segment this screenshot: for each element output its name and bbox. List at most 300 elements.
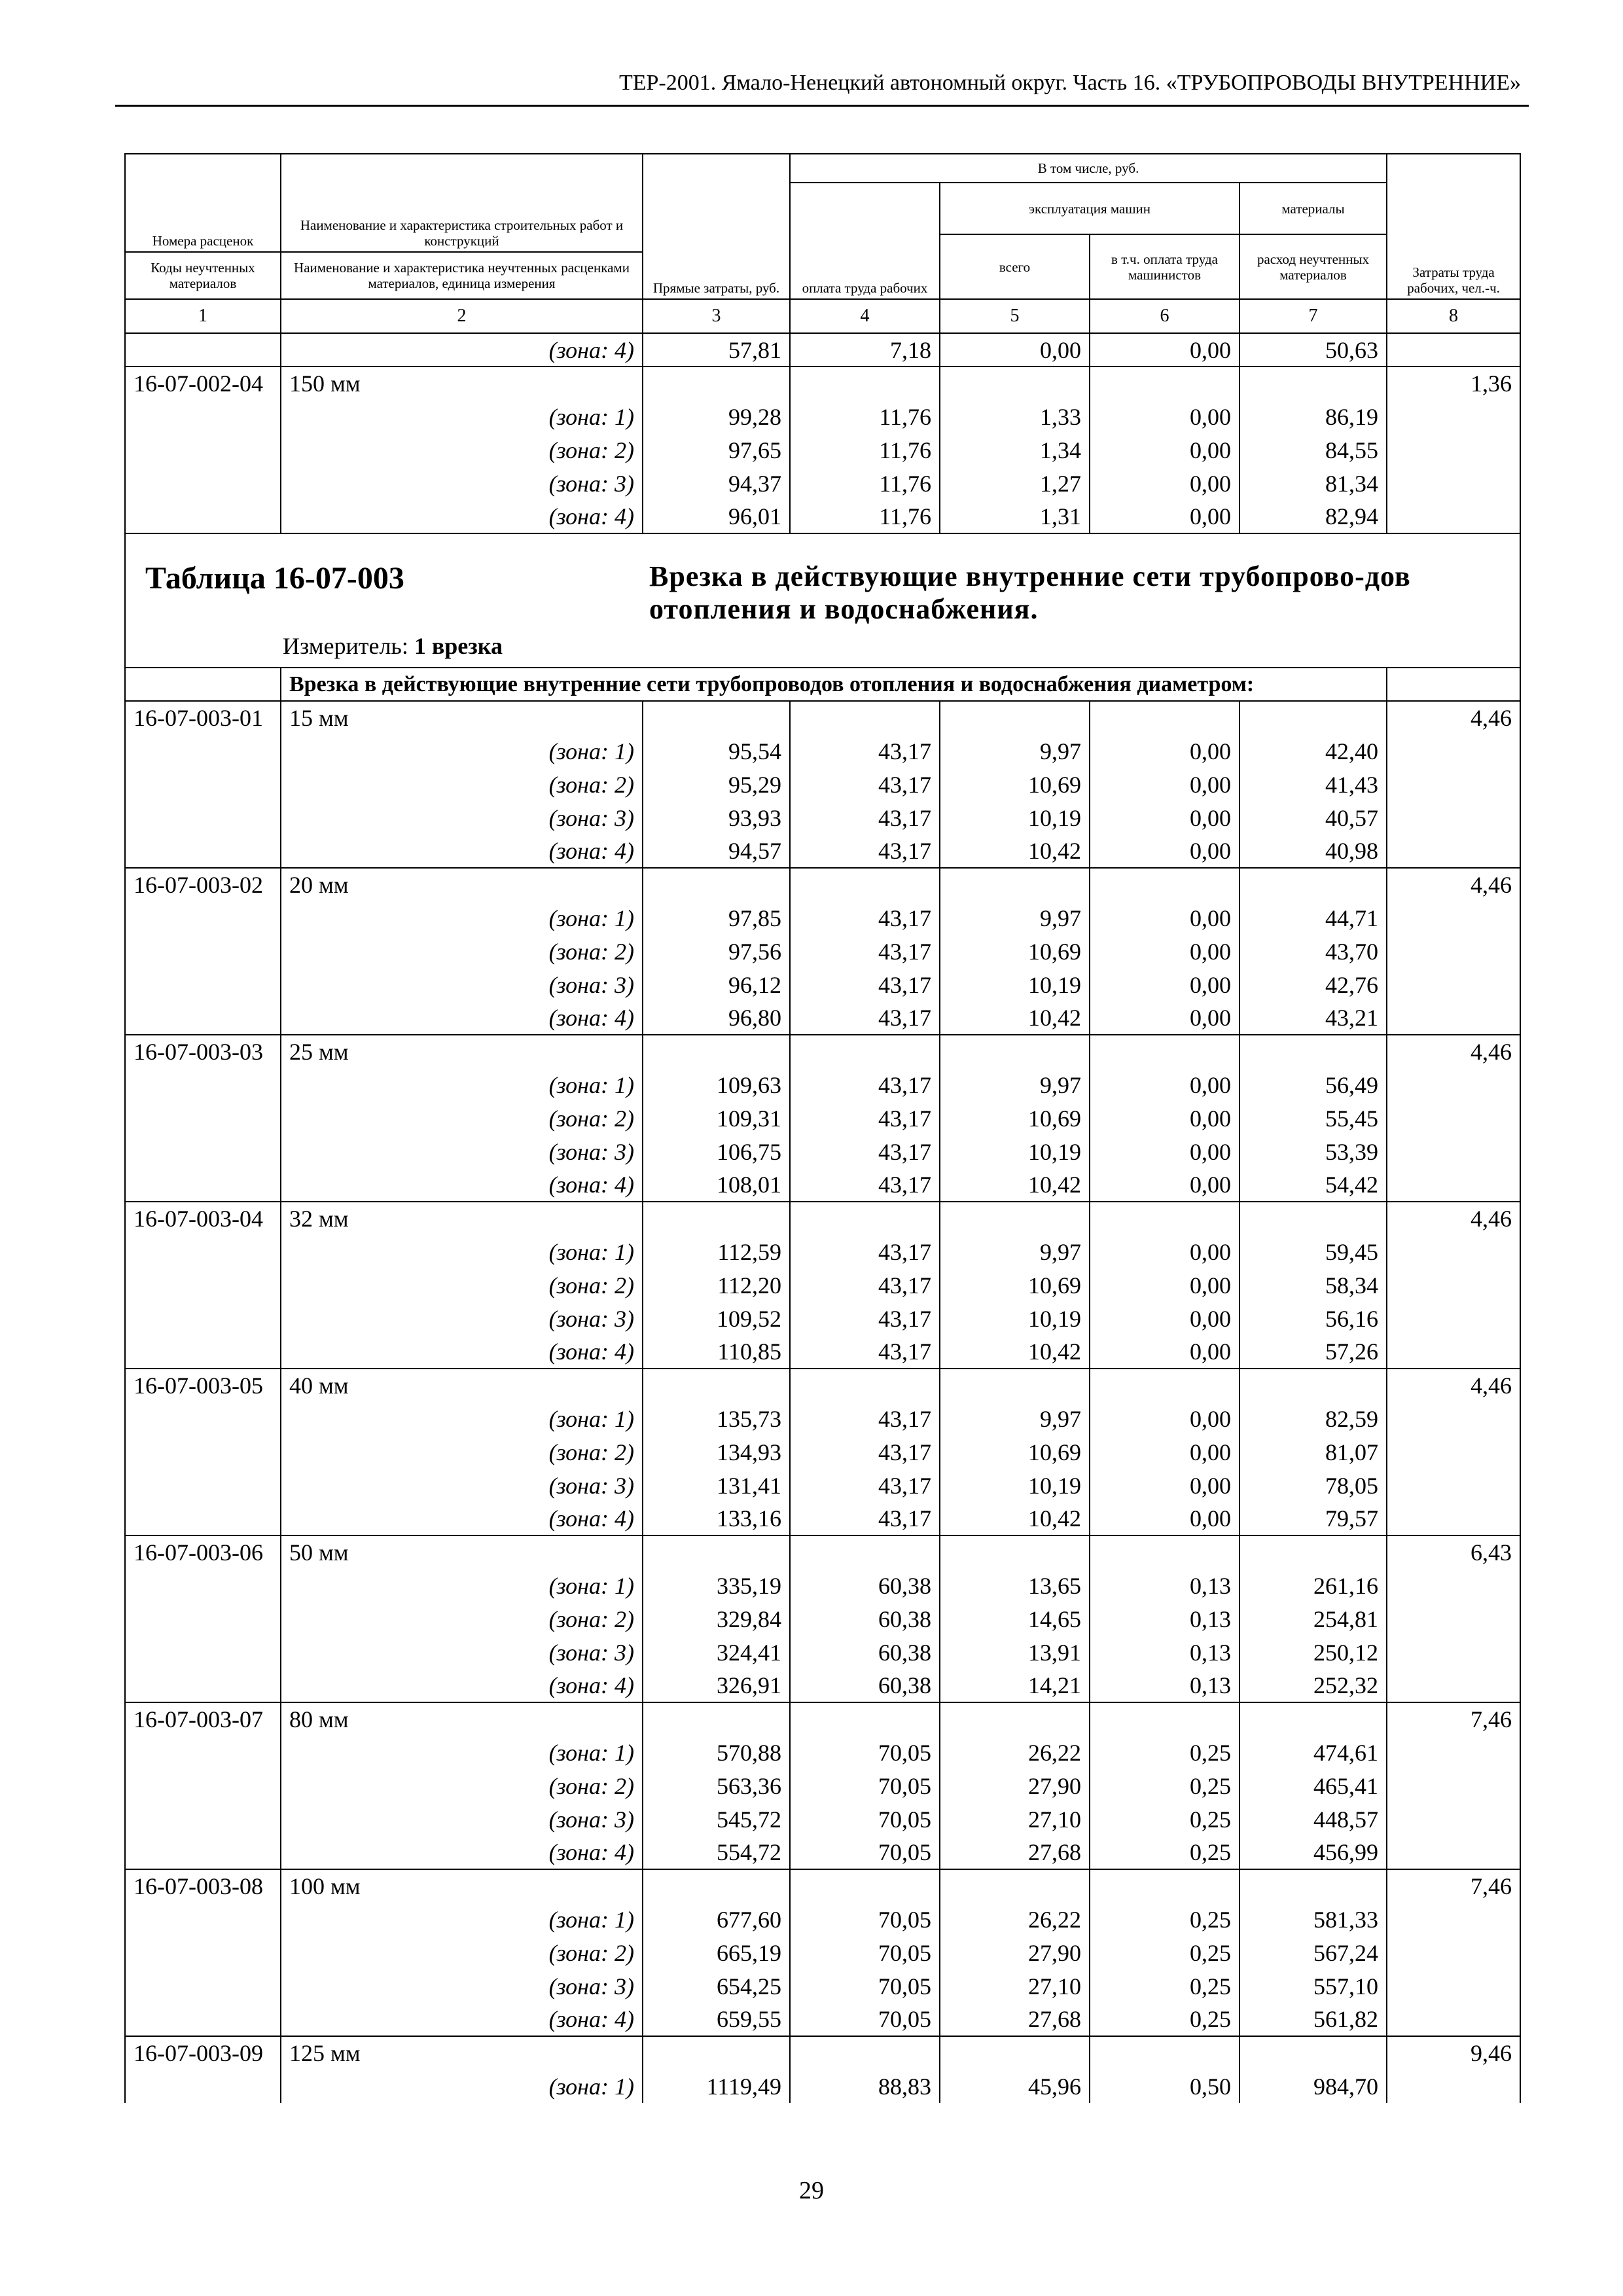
wages-cell: 70,05	[790, 1803, 940, 1836]
section-row	[125, 668, 1520, 701]
machines-cell: 1,27	[940, 467, 1090, 500]
code-cell	[125, 1903, 281, 1936]
zone-row	[125, 400, 1520, 433]
materials-cell: 81,34	[1240, 467, 1387, 500]
wages-cell: 70,05	[790, 1736, 940, 1769]
table-title: Врезка в действующие внутренние сети трубопрово-дов отопления и водоснабжения.	[649, 560, 1411, 625]
wages-cell: 60,38	[790, 1636, 940, 1669]
direct-cost-cell: 134,93	[643, 1435, 790, 1469]
zone-row	[125, 1302, 1520, 1335]
item-row	[125, 1702, 1520, 1736]
materials-cell: 56,49	[1240, 1068, 1387, 1102]
direct-cost-cell: 96,01	[643, 500, 790, 533]
machines-cell: 10,69	[940, 768, 1090, 801]
empty-cell	[940, 2036, 1090, 2070]
labor-cell	[1387, 1736, 1520, 1769]
header-row-1	[125, 154, 1520, 183]
zone-label: (зона: 2)	[281, 1769, 643, 1803]
col-header-group: В том числе, руб.	[790, 154, 1387, 183]
machinists-cell: 0,25	[1090, 1969, 1240, 2003]
labor-cell	[1387, 433, 1520, 467]
wages-cell: 70,05	[790, 1769, 940, 1803]
direct-cost-cell: 326,91	[643, 1669, 790, 1702]
zone-row	[125, 1669, 1520, 1702]
machinists-cell: 0,00	[1090, 1402, 1240, 1435]
direct-cost-cell: 563,36	[643, 1769, 790, 1803]
zone-row	[125, 1268, 1520, 1302]
labor-cell: 1,36	[1387, 367, 1520, 400]
machinists-cell: 0,25	[1090, 1836, 1240, 1869]
machines-cell: 9,97	[940, 1402, 1090, 1435]
zone-row	[125, 433, 1520, 467]
empty-cell	[790, 1869, 940, 1903]
materials-cell: 254,81	[1240, 1602, 1387, 1636]
empty-cell	[1240, 367, 1387, 400]
code-cell	[125, 801, 281, 834]
labor-cell	[1387, 935, 1520, 968]
zone-row	[125, 1769, 1520, 1803]
zone-label: (зона: 4)	[281, 834, 643, 868]
machinists-cell: 0,00	[1090, 1001, 1240, 1035]
machines-cell: 14,65	[940, 1602, 1090, 1636]
empty-cell	[643, 1535, 790, 1569]
materials-cell: 57,26	[1240, 1335, 1387, 1369]
direct-cost-cell: 133,16	[643, 1502, 790, 1535]
code-cell	[125, 333, 281, 367]
zone-label: (зона: 4)	[281, 1335, 643, 1369]
labor-cell	[1387, 834, 1520, 868]
labor-cell	[1387, 1302, 1520, 1335]
materials-cell: 567,24	[1240, 1936, 1387, 1969]
zone-row	[125, 1068, 1520, 1102]
zone-row	[125, 1636, 1520, 1669]
zone-label: (зона: 3)	[281, 1469, 643, 1502]
labor-cell: 9,46	[1387, 2036, 1520, 2070]
wages-cell: 88,83	[790, 2070, 940, 2103]
empty-cell	[1090, 1202, 1240, 1235]
empty-cell	[643, 1202, 790, 1235]
machines-cell: 10,19	[940, 801, 1090, 834]
code-cell	[125, 467, 281, 500]
code-cell: 16-07-003-03	[125, 1035, 281, 1068]
labor-cell	[1387, 2003, 1520, 2036]
machinists-cell: 0,13	[1090, 1636, 1240, 1669]
labor-cell	[1387, 1502, 1520, 1535]
machinists-cell: 0,25	[1090, 1769, 1240, 1803]
direct-cost-cell: 108,01	[643, 1168, 790, 1202]
item-row	[125, 1369, 1520, 1402]
code-cell	[125, 968, 281, 1001]
name-cell: 15 мм	[281, 701, 643, 734]
machinists-cell: 0,00	[1090, 768, 1240, 801]
column-numbers-row	[125, 299, 1520, 333]
machinists-cell: 0,00	[1090, 433, 1240, 467]
machines-cell: 10,42	[940, 1335, 1090, 1369]
direct-cost-cell: 554,72	[643, 1836, 790, 1869]
labor-cell	[1387, 1435, 1520, 1469]
materials-cell: 86,19	[1240, 400, 1387, 433]
item-row	[125, 1869, 1520, 1903]
empty-cell	[1240, 701, 1387, 734]
direct-cost-cell: 131,41	[643, 1469, 790, 1502]
empty-cell	[1090, 1035, 1240, 1068]
col-header-name-bottom: Наименование и характеристика неучтенных расценками материалов, единица измерения	[281, 252, 643, 299]
zone-label: (зона: 3)	[281, 968, 643, 1001]
machinists-cell: 0,13	[1090, 1602, 1240, 1636]
wages-cell: 43,17	[790, 834, 940, 868]
item-row	[125, 1535, 1520, 1569]
machinists-cell: 0,00	[1090, 1335, 1240, 1369]
direct-cost-cell: 677,60	[643, 1903, 790, 1936]
empty-cell	[790, 2036, 940, 2070]
wages-cell: 43,17	[790, 801, 940, 834]
code-cell	[125, 1102, 281, 1135]
zone-label: (зона: 3)	[281, 1969, 643, 2003]
wages-cell: 43,17	[790, 734, 940, 768]
materials-cell: 50,63	[1240, 333, 1387, 367]
wages-cell: 11,76	[790, 400, 940, 433]
zone-label: (зона: 2)	[281, 1936, 643, 1969]
table-unit	[283, 632, 503, 660]
materials-cell: 42,76	[1240, 968, 1387, 1001]
column-number: 6	[1090, 299, 1240, 333]
col-header-codes-top: Номера расценок	[125, 154, 281, 252]
code-cell: 16-07-002-04	[125, 367, 281, 400]
code-cell	[125, 901, 281, 935]
empty-cell	[1090, 1535, 1240, 1569]
wages-cell: 43,17	[790, 1102, 940, 1135]
wages-cell: 70,05	[790, 1836, 940, 1869]
materials-cell: 54,42	[1240, 1168, 1387, 1202]
zone-label: (зона: 2)	[281, 1268, 643, 1302]
wages-cell: 11,76	[790, 467, 940, 500]
column-number: 5	[940, 299, 1090, 333]
code-cell	[125, 1969, 281, 2003]
zone-row	[125, 734, 1520, 768]
labor-cell	[1387, 1402, 1520, 1435]
machinists-cell: 0,00	[1090, 1302, 1240, 1335]
zone-row	[125, 1502, 1520, 1535]
materials-cell: 81,07	[1240, 1435, 1387, 1469]
direct-cost-cell: 335,19	[643, 1569, 790, 1602]
empty-cell	[790, 868, 940, 901]
zone-row	[125, 834, 1520, 868]
zone-label: (зона: 2)	[281, 935, 643, 968]
wages-cell: 43,17	[790, 1001, 940, 1035]
materials-cell: 448,57	[1240, 1803, 1387, 1836]
machines-cell: 26,22	[940, 1736, 1090, 1769]
col-header-wages: оплата труда рабочих	[790, 183, 940, 299]
empty-cell	[940, 1535, 1090, 1569]
direct-cost-cell: 659,55	[643, 2003, 790, 2036]
machines-cell: 27,90	[940, 1936, 1090, 1969]
labor-cell	[1387, 1001, 1520, 1035]
wages-cell: 43,17	[790, 1435, 940, 1469]
machines-cell: 9,97	[940, 901, 1090, 935]
machinists-cell: 0,00	[1090, 935, 1240, 968]
direct-cost-cell: 1119,49	[643, 2070, 790, 2103]
col-header-name-top: Наименование и характеристика строительных работ и конструкций	[281, 154, 643, 252]
materials-cell: 79,57	[1240, 1502, 1387, 1535]
direct-cost-cell: 97,65	[643, 433, 790, 467]
machinists-cell: 0,25	[1090, 2003, 1240, 2036]
wages-cell: 43,17	[790, 1469, 940, 1502]
wages-cell: 43,17	[790, 1302, 940, 1335]
labor-cell	[1387, 1235, 1520, 1268]
empty-cell	[1090, 868, 1240, 901]
labor-cell	[1387, 1636, 1520, 1669]
empty-cell	[643, 367, 790, 400]
machinists-cell: 0,25	[1090, 1903, 1240, 1936]
zone-label: (зона: 4)	[281, 1168, 643, 1202]
machinists-cell: 0,00	[1090, 467, 1240, 500]
machines-cell: 26,22	[940, 1903, 1090, 1936]
zone-label: (зона: 1)	[281, 901, 643, 935]
zone-label: (зона: 3)	[281, 801, 643, 834]
zone-row	[125, 1569, 1520, 1602]
zone-row	[125, 801, 1520, 834]
empty-cell	[790, 1369, 940, 1402]
code-cell	[125, 1569, 281, 1602]
empty-cell	[1240, 1369, 1387, 1402]
direct-cost-cell: 94,57	[643, 834, 790, 868]
labor-cell	[1387, 801, 1520, 834]
labor-cell: 4,46	[1387, 1035, 1520, 1068]
machinists-cell: 0,00	[1090, 801, 1240, 834]
empty-cell	[1240, 868, 1387, 901]
code-cell	[125, 1302, 281, 1335]
code-cell	[125, 1402, 281, 1435]
empty-cell	[643, 868, 790, 901]
code-cell	[125, 1435, 281, 1469]
labor-cell	[1387, 467, 1520, 500]
materials-cell: 40,57	[1240, 801, 1387, 834]
wages-cell: 7,18	[790, 333, 940, 367]
col-header-materials: материалы	[1240, 183, 1387, 234]
name-cell: 20 мм	[281, 868, 643, 901]
direct-cost-cell: 109,63	[643, 1068, 790, 1102]
materials-cell: 561,82	[1240, 2003, 1387, 2036]
zone-row	[125, 1903, 1520, 1936]
direct-cost-cell: 95,54	[643, 734, 790, 768]
price-table-body	[125, 154, 1520, 2103]
unit-label: Измеритель:	[283, 633, 408, 659]
machines-cell: 27,90	[940, 1769, 1090, 1803]
machinists-cell: 0,00	[1090, 901, 1240, 935]
machinists-cell: 0,00	[1090, 333, 1240, 367]
column-number: 1	[125, 299, 281, 333]
zone-row	[125, 935, 1520, 968]
code-cell	[125, 2003, 281, 2036]
empty-cell	[1240, 1702, 1387, 1736]
zone-row	[125, 1335, 1520, 1369]
empty-cell	[643, 1369, 790, 1402]
materials-cell: 43,21	[1240, 1001, 1387, 1035]
code-cell	[125, 1335, 281, 1369]
column-number: 8	[1387, 299, 1520, 333]
labor-cell	[1387, 1102, 1520, 1135]
zone-label: (зона: 3)	[281, 1135, 643, 1168]
direct-cost-cell: 94,37	[643, 467, 790, 500]
code-cell: 16-07-003-06	[125, 1535, 281, 1569]
machines-cell: 0,00	[940, 333, 1090, 367]
labor-cell	[1387, 1569, 1520, 1602]
labor-cell	[1387, 1969, 1520, 2003]
zone-label: (зона: 1)	[281, 1235, 643, 1268]
empty-cell	[940, 1202, 1090, 1235]
empty-cell	[1240, 1035, 1387, 1068]
zone-label: (зона: 3)	[281, 467, 643, 500]
section-end-cell	[1387, 668, 1520, 701]
direct-cost-cell: 654,25	[643, 1969, 790, 2003]
empty-cell	[1090, 1869, 1240, 1903]
zone-row	[125, 1102, 1520, 1135]
code-cell	[125, 1469, 281, 1502]
materials-cell: 984,70	[1240, 2070, 1387, 2103]
materials-cell: 55,45	[1240, 1102, 1387, 1135]
direct-cost-cell: 97,56	[643, 935, 790, 968]
zone-row	[125, 1435, 1520, 1469]
zone-row	[125, 1168, 1520, 1202]
materials-cell: 56,16	[1240, 1302, 1387, 1335]
wages-cell: 43,17	[790, 968, 940, 1001]
zone-row	[125, 968, 1520, 1001]
zone-label: (зона: 1)	[281, 1402, 643, 1435]
zone-label: (зона: 1)	[281, 1068, 643, 1102]
machinists-cell: 0,00	[1090, 1102, 1240, 1135]
empty-cell	[1240, 1535, 1387, 1569]
direct-cost-cell: 96,12	[643, 968, 790, 1001]
code-cell	[125, 768, 281, 801]
col-header-codes-bottom: Коды неучтенных материалов	[125, 252, 281, 299]
machines-cell: 10,19	[940, 1302, 1090, 1335]
direct-cost-cell: 329,84	[643, 1602, 790, 1636]
wages-cell: 11,76	[790, 500, 940, 533]
zone-label: (зона: 1)	[281, 734, 643, 768]
name-cell: 100 мм	[281, 1869, 643, 1903]
zone-label: (зона: 1)	[281, 2070, 643, 2103]
name-cell: 25 мм	[281, 1035, 643, 1068]
zone-label: (зона: 2)	[281, 1102, 643, 1135]
page-header-text: ТЕР-2001. Ямало-Ненецкий автономный округ. Часть 16. «ТРУБОПРОВОДЫ ВНУТРЕННИЕ»	[618, 71, 1521, 95]
machines-cell: 10,69	[940, 1435, 1090, 1469]
zone-label: (зона: 2)	[281, 768, 643, 801]
empty-cell	[643, 1035, 790, 1068]
code-cell	[125, 1502, 281, 1535]
wages-cell: 43,17	[790, 901, 940, 935]
materials-cell: 474,61	[1240, 1736, 1387, 1769]
labor-cell	[1387, 1135, 1520, 1168]
zone-label: (зона: 4)	[281, 1001, 643, 1035]
labor-cell	[1387, 1936, 1520, 1969]
zone-label: (зона: 3)	[281, 1803, 643, 1836]
labor-cell	[1387, 1268, 1520, 1302]
labor-cell	[1387, 333, 1520, 367]
code-cell	[125, 1235, 281, 1268]
zone-label: (зона: 1)	[281, 1903, 643, 1936]
empty-cell	[940, 1369, 1090, 1402]
machines-cell: 10,42	[940, 1168, 1090, 1202]
code-cell	[125, 1736, 281, 1769]
direct-cost-cell: 97,85	[643, 901, 790, 935]
direct-cost-cell: 570,88	[643, 1736, 790, 1769]
machines-cell: 14,21	[940, 1669, 1090, 1702]
zone-row	[125, 1001, 1520, 1035]
machines-cell: 9,97	[940, 1235, 1090, 1268]
empty-cell	[1090, 2036, 1240, 2070]
machines-cell: 10,42	[940, 1001, 1090, 1035]
empty-cell	[1240, 2036, 1387, 2070]
code-cell	[125, 734, 281, 768]
section-code-cell	[125, 668, 281, 701]
zone-label: (зона: 3)	[281, 1636, 643, 1669]
wages-cell: 43,17	[790, 1068, 940, 1102]
code-cell	[125, 500, 281, 533]
machinists-cell: 0,00	[1090, 400, 1240, 433]
zone-row	[125, 1235, 1520, 1268]
code-cell	[125, 433, 281, 467]
empty-cell	[790, 367, 940, 400]
code-cell: 16-07-003-08	[125, 1869, 281, 1903]
machines-cell: 27,68	[940, 1836, 1090, 1869]
labor-cell	[1387, 1335, 1520, 1369]
wages-cell: 43,17	[790, 768, 940, 801]
empty-cell	[643, 1869, 790, 1903]
direct-cost-cell: 109,31	[643, 1102, 790, 1135]
materials-cell: 43,70	[1240, 935, 1387, 968]
zone-row	[125, 1602, 1520, 1636]
labor-cell: 4,46	[1387, 701, 1520, 734]
wages-cell: 11,76	[790, 433, 940, 467]
materials-cell: 82,59	[1240, 1402, 1387, 1435]
wages-cell: 70,05	[790, 1936, 940, 1969]
labor-cell: 4,46	[1387, 868, 1520, 901]
zone-row	[125, 1469, 1520, 1502]
zone-row	[125, 768, 1520, 801]
price-table	[124, 153, 1521, 2103]
labor-cell	[1387, 400, 1520, 433]
code-cell	[125, 1268, 281, 1302]
direct-cost-cell: 110,85	[643, 1335, 790, 1369]
code-cell	[125, 400, 281, 433]
name-cell: 40 мм	[281, 1369, 643, 1402]
labor-cell	[1387, 1769, 1520, 1803]
zone-row	[125, 1936, 1520, 1969]
labor-cell: 4,46	[1387, 1369, 1520, 1402]
item-row	[125, 868, 1520, 901]
wages-cell: 60,38	[790, 1669, 940, 1702]
direct-cost-cell: 324,41	[643, 1636, 790, 1669]
empty-cell	[1240, 1202, 1387, 1235]
column-number: 7	[1240, 299, 1387, 333]
zone-label: (зона: 4)	[281, 1502, 643, 1535]
column-number: 2	[281, 299, 643, 333]
empty-cell	[1090, 701, 1240, 734]
wages-cell: 43,17	[790, 1335, 940, 1369]
col-header-machines-total: всего	[940, 234, 1090, 299]
zone-row	[125, 901, 1520, 935]
labor-cell	[1387, 1669, 1520, 1702]
code-cell	[125, 1602, 281, 1636]
wages-cell: 43,17	[790, 1168, 940, 1202]
materials-cell: 59,45	[1240, 1235, 1387, 1268]
direct-cost-cell: 135,73	[643, 1402, 790, 1435]
materials-cell: 581,33	[1240, 1903, 1387, 1936]
direct-cost-cell: 95,29	[643, 768, 790, 801]
code-cell	[125, 2070, 281, 2103]
table-heading-wrap	[126, 534, 1520, 667]
zone-row	[125, 500, 1520, 533]
